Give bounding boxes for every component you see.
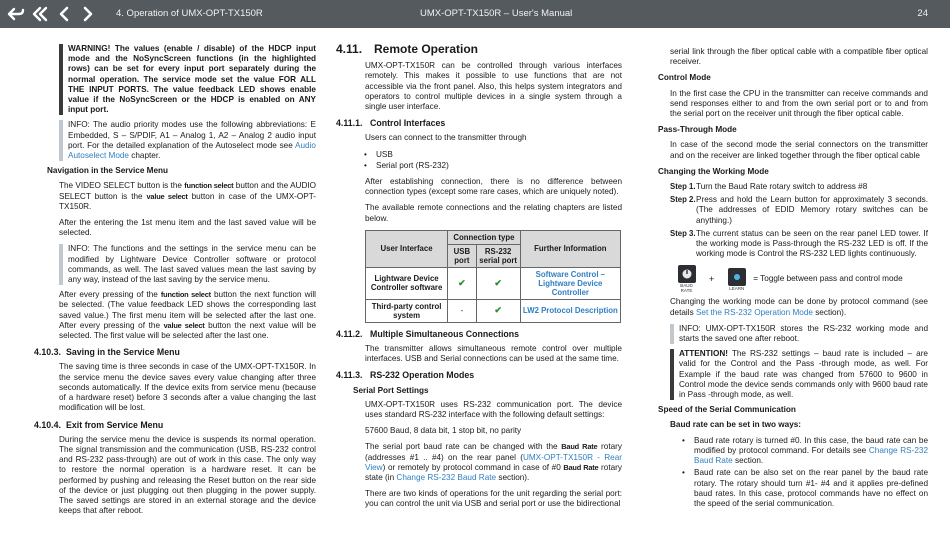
operation-mode-link[interactable]: Set the RS-232 Operation Mode	[695, 307, 813, 317]
section-heading-exit	[34, 420, 316, 430]
exit-paragraph: During the service menu the device is suspends its normal operation. The signal transmission and the communication (USB, RS-232 control and RS-232 pass-through) are out of work in this case. The only way to restore the normal operation is a hardware reset. It can be performed by pushing and releasing the Reset button on the rear side of the device or just plugging out then plugging in the power supply. The saved settings are stored in an external storage and the device keeps that after reboot.	[59, 434, 316, 516]
step-number: Step 1.	[670, 182, 696, 192]
col-header-connection-type: Connection type	[448, 230, 521, 244]
text: button the next function will be selected. (The value feedback LED shows the corresponding last saved value.) The first menu item will be selected after the last one. After every pressing of the	[59, 290, 317, 330]
text: section).	[812, 307, 847, 317]
baud-rate-label: BAUD RATE	[680, 283, 693, 294]
text: rotary state (in	[365, 462, 622, 483]
term-value-select: value select	[163, 320, 205, 330]
info-text-end: chapter.	[129, 151, 161, 161]
rear-view-link[interactable]: UMX-OPT-TX150R - Rear View	[365, 452, 623, 472]
section-heading-saving	[34, 347, 316, 357]
info-box-stores: INFO: UMX-OPT-TX150R stores the RS-232 working mode and starts the saved one after reboot.	[670, 324, 928, 344]
audio-autoselect-link[interactable]: Audio Autoselect Mode	[68, 140, 316, 161]
info-box-audio	[59, 120, 316, 161]
list-item	[694, 436, 928, 467]
term-function-select: function select	[160, 290, 211, 300]
table-row	[366, 267, 621, 299]
text: Changing the working mode can be done by protocol command (see details	[670, 297, 928, 317]
section-title: Control Interfaces	[370, 118, 446, 129]
document-title: UMX-OPT-TX150R – User's Manual	[420, 8, 573, 19]
section-title: Multiple Simultaneous Connections	[370, 328, 520, 339]
step-number: Step 3.	[670, 228, 696, 238]
text: button in case of the UMX-OPT-TX150R.	[59, 191, 316, 211]
step-number: Step 2.	[670, 195, 696, 205]
step-text: Press and hold the Learn button for approximately 3 seconds. (The addresses of EDID Memory rotary switches can be anything.)	[696, 195, 928, 225]
change-baud-rate-link[interactable]: Change RS-232 Baud Rate	[396, 473, 497, 483]
learn-button	[726, 268, 747, 291]
section-heading-rs232-modes	[336, 370, 622, 380]
change-baud-rate-link[interactable]: Change RS-232 Baud Rate	[694, 445, 928, 466]
list-item: • Serial port (RS-232)	[376, 161, 622, 171]
text: ) or remotely by protocol command in case of #0	[382, 462, 564, 472]
serial-port-settings-heading: Serial Port Settings	[353, 385, 429, 395]
navigation-heading: Navigation in the Service Menu	[47, 166, 169, 176]
term-baud-rate: Baud Rate	[561, 442, 598, 452]
available-paragraph: The available remote connections and the relating chapters are listed below.	[365, 203, 622, 223]
serial-paragraph-3	[365, 442, 622, 483]
section-title: Exit from Service Menu	[66, 419, 164, 430]
check-icon: ✔	[448, 267, 477, 299]
working-mode-paragraph	[670, 297, 928, 317]
text: section.	[732, 456, 764, 466]
step-text: The current status can be seen on the rear panel LED tower. If the working mode is Pass-through the RS-232 LED is off. If the working mode is Control the RS-232 LED lights continuously.	[696, 228, 928, 259]
control-mode-paragraph: In the first case the CPU in the transmitter can receive commands and send responses either to and from the own serial port or to and from the serial port on the receiver unit through the fiber optical cable.	[670, 88, 928, 119]
working-mode-heading: Changing the Working Mode	[658, 166, 769, 176]
toggle-caption: = Toggle between pass and control mode	[753, 274, 903, 284]
info-text: INFO: The audio priority modes use the following abbreviations: E Embedded, S – S/PDIF, A1 – Analog 1, A2 – Analog 2 audio input port. For the detailed explanation of the Autoselect mode see	[68, 120, 316, 150]
col-header-usb: USB port	[448, 244, 477, 267]
check-icon: ✔	[476, 299, 520, 322]
plus-sign: +	[709, 274, 715, 285]
text: section).	[496, 473, 530, 483]
text: Baud rate rotary is turned #0. In this case, the baud rate can be modified by protocol command. For details see	[694, 435, 928, 455]
section-number: 4.11.	[336, 42, 363, 56]
page-number: 24	[917, 8, 928, 19]
lw2-protocol-link[interactable]: LW2 Protocol Description	[520, 299, 620, 322]
attention-box	[670, 349, 928, 400]
connection-paragraph: After establishing connection, there is no difference between connection types (except some rare cases, which are uniquely noted).	[365, 177, 622, 197]
warning-box: WARNING! The values (enable / disable) of the HDCP input mode and the NoSyncScreen functions (in the highlighted rows) can be set for every input port separately during the normal operation. The service mode set the value FOR ALL THE INPUT PORTS. The value feedback LED shows enable value if the NoSyncScreen or the HDCP is enabled on ANY input port.	[59, 44, 316, 115]
push-button-icon	[728, 268, 746, 286]
step-text: Turn the Baud Rate rotary switch to address #8	[696, 182, 868, 192]
list-item: • Baud rate can be also set on the rear panel by the baud rate rotary. The rotary should turn #1- #4 and it applies pre-defined baud rates. In this case, protocol commands have no effect on the speed of the serial communication.	[694, 468, 928, 509]
serial-paragraph-4: There are two kinds of operations for the unit regarding the serial port: you can control the unit via USB and serial port or use the bidirectional	[365, 489, 622, 509]
interface-list	[376, 150, 622, 171]
section-number: 4.11.1.	[336, 118, 363, 129]
term-function-select: function select	[184, 181, 234, 191]
learn-label: LEARN	[729, 285, 745, 291]
serial-paragraph-2: 57600 Baud, 8 data bit, 1 stop bit, no parity	[365, 426, 522, 436]
step-item	[670, 195, 928, 226]
nav-paragraph-3	[59, 290, 316, 341]
cell-ui: Lightware Device Controller software	[366, 267, 448, 299]
connect-paragraph: Users can connect to the transmitter through	[365, 133, 527, 143]
check-icon: ✔	[476, 267, 520, 299]
baud-ways-heading: Baud rate can be set in two ways:	[670, 420, 802, 430]
ldc-link[interactable]: Software Control – Lightware Device Controller	[520, 267, 620, 299]
column-middle	[336, 44, 622, 516]
cell-ui: Third-party control system	[366, 299, 448, 322]
info-box-service-menu: INFO: The functions and the settings in the service menu can be modified by Lightware Device Controller software or protocol commands, as well. The last saved values mean the last saving by any way, instead of the last saving by the service menu.	[59, 244, 316, 285]
section-number: 4.11.3.	[336, 370, 363, 381]
col-header-further-info: Further Information	[520, 230, 620, 267]
return-icon[interactable]	[6, 4, 26, 24]
control-mode-heading: Control Mode	[658, 73, 711, 83]
speed-heading: Speed of the Serial Communication	[658, 405, 796, 415]
term-baud-rate: Baud Rate	[563, 462, 599, 472]
rotary-switch-icon	[678, 265, 696, 283]
term-value-select: value select	[146, 191, 188, 201]
section-number: 4.11.2.	[336, 328, 363, 339]
attention-label: ATTENTION!	[679, 349, 728, 359]
col-header-user-interface: User Interface	[366, 230, 448, 267]
baud-ways-list	[694, 436, 928, 509]
list-item: • USB	[376, 150, 622, 160]
step-item	[670, 229, 928, 260]
text: rotary (addresses #1 .. #4) on the rear panel (	[365, 442, 622, 462]
column-left	[34, 44, 316, 522]
column-right	[658, 47, 928, 515]
section-heading-remote	[336, 44, 622, 54]
pass-through-heading: Pass-Through Mode	[658, 125, 737, 135]
col-header-rs232: RS-232 serial port	[476, 244, 520, 267]
chapter-title: 4. Operation of UMX-OPT-TX150R	[116, 8, 263, 19]
section-number: 4.10.3.	[34, 347, 61, 358]
text: button the next value will be selected. The first value will be selected after the last one.	[59, 320, 316, 341]
steps-list	[670, 182, 928, 259]
step-item	[670, 182, 928, 192]
text: button and the AUDIO SELECT button is the	[59, 181, 316, 201]
text: The serial port baud rate can be changed with the	[365, 442, 562, 452]
section-heading-control-interfaces	[336, 118, 622, 128]
attention-text: The RS-232 settings – baud rate is included – are valid for the Control and the Pass -through mode, as well. For Example if the baud rate was changed from 57600 to 9600 in Control mode the device sends commands only with 9600 baud rate in Pass -through mode, as well.	[679, 349, 928, 400]
multiple-paragraph: The transmitter allows simultaneous remote control over multiple interfaces. USB and Serial connections can be used at the same time.	[365, 344, 622, 364]
section-heading-multiple	[336, 329, 622, 339]
section-title: Saving in the Service Menu	[66, 347, 180, 358]
remote-intro: UMX-OPT-TX150R can be controlled through various interfaces remotely. This makes it possible to use functions that are not accessible via the front panel. Also, this helps system integrators and operators to control multiple devices in a single system through a single user interface.	[365, 61, 622, 112]
next-page-icon[interactable]	[78, 4, 98, 24]
nav-paragraph-2: After the entering the 1st menu item and the last saved value will be selected.	[59, 218, 316, 238]
section-number: 4.10.4.	[34, 419, 61, 430]
nav-toolbar	[6, 4, 98, 24]
connections-table	[365, 230, 621, 323]
section-title: RS-232 Operation Modes	[370, 370, 475, 381]
text: The VIDEO SELECT button is the	[59, 181, 185, 191]
saving-paragraph: The saving time is three seconds in case of the UMX-OPT-TX150R. In the service menu the device saves every value changing after three seconds automatically. If the device exits from service menu (because of a hardware reset) before 3 seconds after a value changing the last modification will be lost.	[59, 362, 316, 413]
table-row	[366, 299, 621, 322]
baud-rate-rotary	[676, 265, 697, 293]
continued-paragraph: serial link through the fiber optical cable with a compatible fiber optical receiver.	[670, 47, 928, 67]
text: After every pressing of the	[59, 290, 161, 300]
serial-paragraph-1: UMX-OPT-TX150R uses RS-232 communication port. The device uses standard RS-232 interface with the following default settings:	[365, 399, 622, 420]
nav-paragraph-1	[59, 181, 316, 212]
cell-usb: -	[448, 299, 477, 322]
previous-page-icon[interactable]	[54, 4, 74, 24]
button-combo-illustration	[676, 265, 928, 293]
first-page-icon[interactable]	[30, 4, 50, 24]
header-bar	[0, 0, 950, 28]
section-title: Remote Operation	[374, 42, 479, 56]
pass-through-paragraph: In case of the second mode the serial connectors on the transmitter and on the receiver are linked together through the fiber optical cable	[670, 140, 928, 160]
